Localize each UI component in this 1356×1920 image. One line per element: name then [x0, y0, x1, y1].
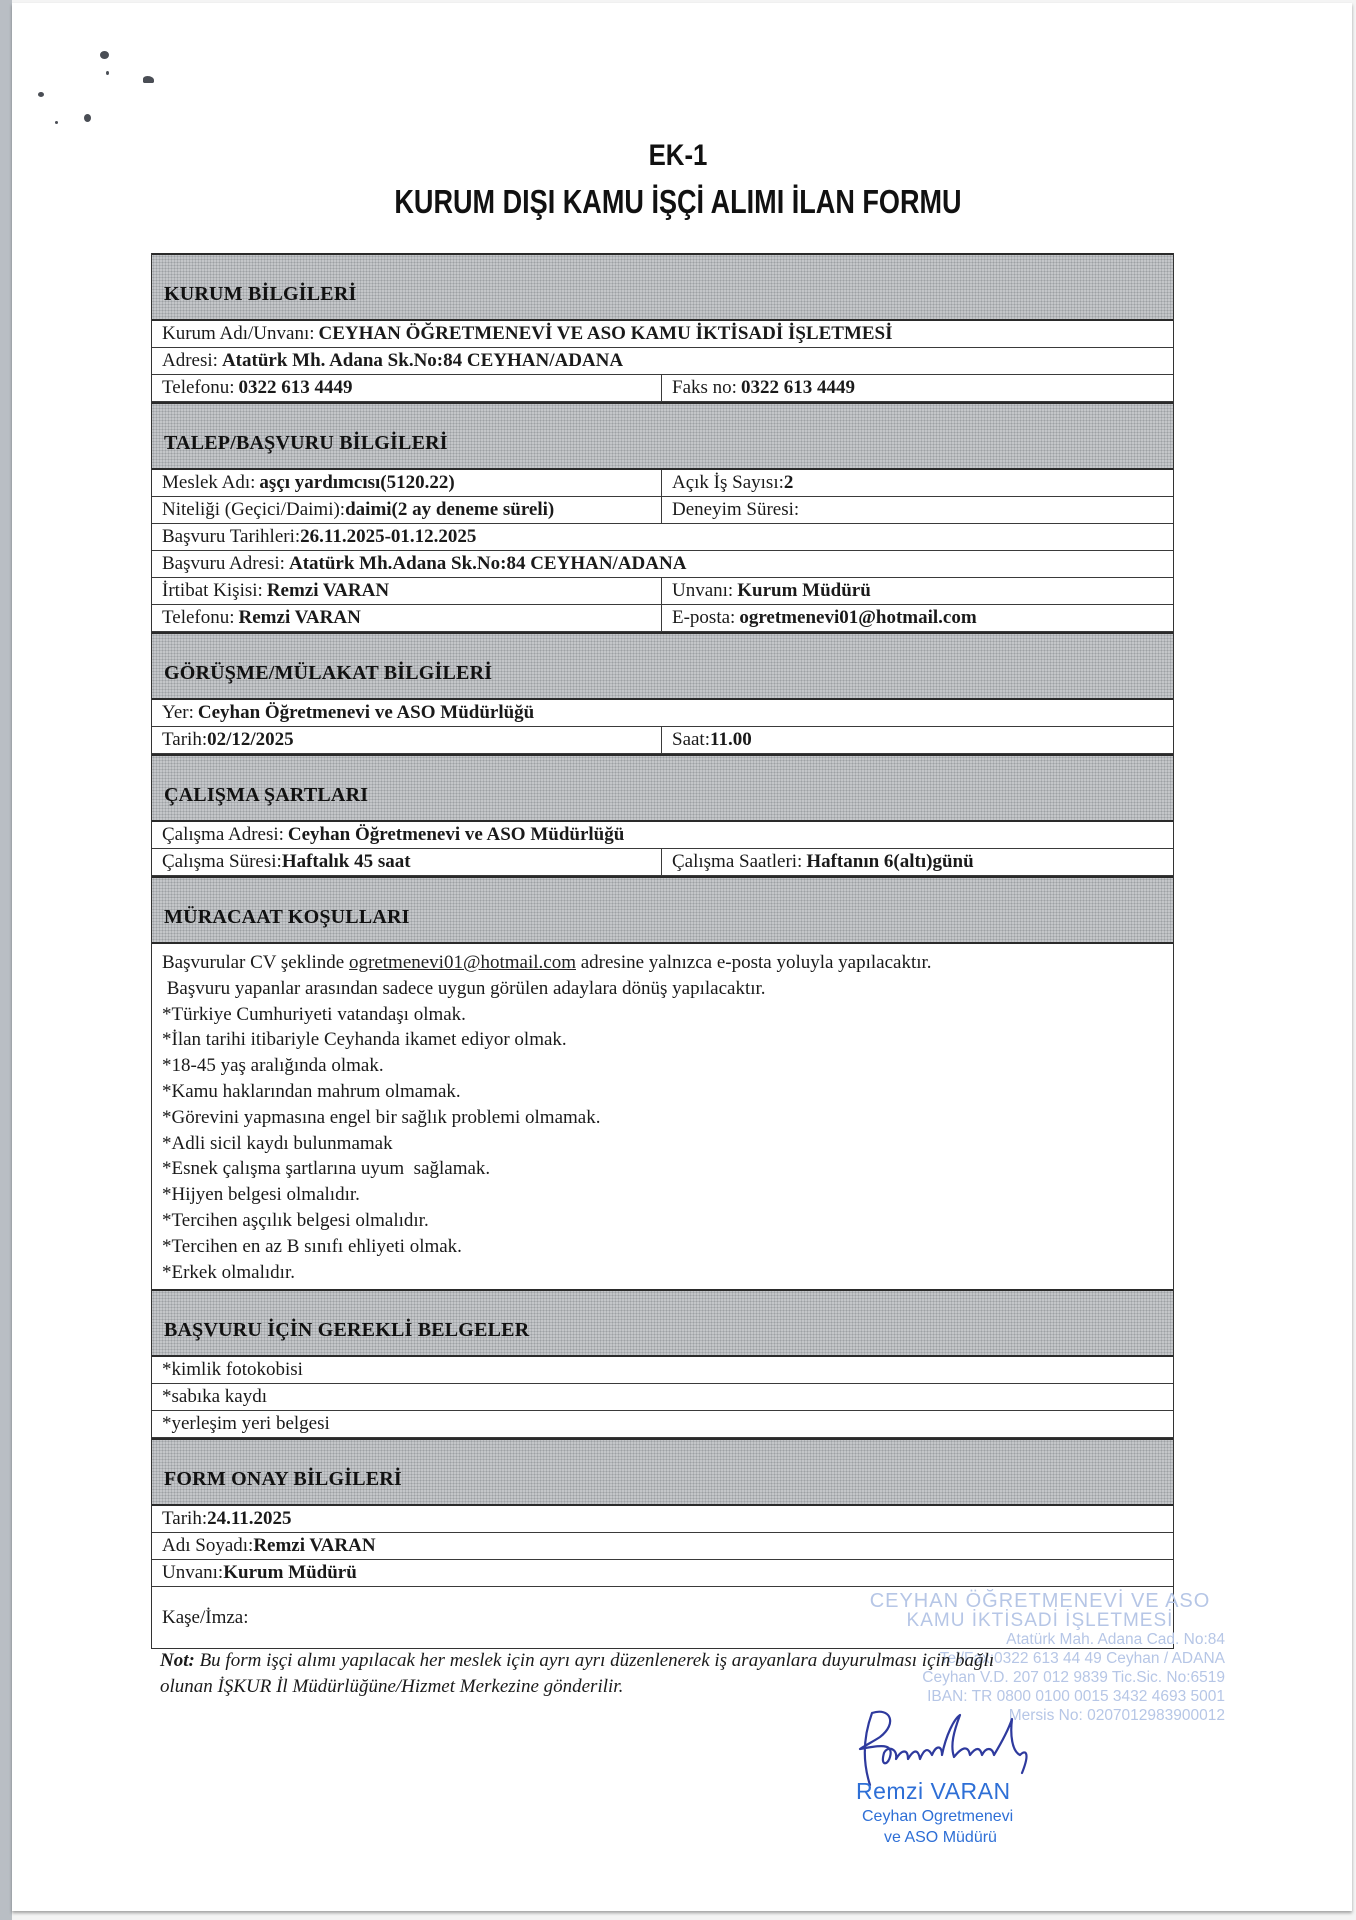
contact-value: Remzi VARAN	[266, 580, 390, 601]
approval-title-label: Unvanı:	[162, 1562, 224, 1584]
stamp-line: Ceyhan V.D. 207 012 9839 Tic.Sic. No:6519	[922, 1669, 1225, 1686]
approval-date-row	[152, 1506, 1173, 1533]
stamp-line: Atatürk Mah. Adana Cad. No:84	[1006, 1631, 1225, 1648]
conditions-intro-line2: Başvuru yapanlar arasından sadece uygun görülen adaylara dönüş yapılacaktır.	[162, 977, 766, 999]
interview-date-label: Tarih:	[162, 729, 208, 750]
scan-edge	[0, 0, 12, 1920]
kurum-name-label: Kurum Adı/Unvanı:	[162, 323, 315, 344]
profession-value: aşçı yardımcısı(5120.22)	[259, 472, 455, 493]
page-title: KURUM DIŞI KAMU İŞÇİ ALIMI İLAN FORMU	[394, 183, 962, 220]
condition-item: *Esnek çalışma şartlarına uyum sağlamak.	[162, 1158, 491, 1180]
email-value[interactable]: ogretmenevi01@hotmail.com	[739, 607, 977, 628]
profession-row	[152, 470, 1173, 497]
approval-title-value: Kurum Müdürü	[223, 1562, 357, 1584]
condition-item: *İlan tarihi itibariyle Ceyhanda ikamet ediyor olmak.	[162, 1029, 567, 1051]
section-muracaat-heading: MÜRACAAT KOŞULLARI	[152, 876, 1173, 944]
note-line1: Bu form işçi alımı yapılacak her meslek için ayrı ayrı düzenlenerek iş arayanlara duyurulması için bağlı	[194, 1650, 995, 1671]
stamp-line: KAMU İKTİSADİ İŞLETMESİ	[906, 1610, 1174, 1631]
condition-item: *18-45 yaş aralığında olmak.	[162, 1055, 384, 1077]
stamp-line: CEYHAN ÖĞRETMENEVİ VE ASO	[869, 1590, 1211, 1612]
approval-name-row	[152, 1533, 1173, 1560]
condition-item: *Tercihen en az B sınıfı ehliyeti olmak.	[162, 1235, 462, 1257]
openings-value: 2	[783, 472, 794, 493]
work-address-value: Ceyhan Öğretmenevi ve ASO Müdürlüğü	[287, 824, 625, 845]
section-calisma-heading: ÇALIŞMA ŞARTLARI	[152, 754, 1173, 822]
work-hours-value: Haftanın 6(altı)günü	[806, 851, 974, 872]
stamp-line: IBAN: TR 0800 0100 0015 3432 4693 5001	[927, 1688, 1225, 1705]
stamp-line: Tel/Fax:0322 613 44 49 Ceyhan / ADANA	[939, 1650, 1225, 1667]
kurum-phone-row	[152, 375, 1173, 402]
section-talep-heading: TALEP/BAŞVURU BİLGİLERİ	[152, 402, 1173, 470]
document-item: *sabıka kaydı	[162, 1386, 268, 1408]
contact-phone-label: Telefonu:	[162, 607, 235, 628]
condition-item: *Tercihen aşçılık belgesi olmalıdır.	[162, 1209, 429, 1231]
app-address-value: Atatürk Mh.Adana Sk.No:84 CEYHAN/ADANA	[288, 553, 687, 574]
interview-place-row	[152, 700, 1173, 727]
kurum-fax-label: Faks no:	[672, 377, 737, 398]
kurum-phone-value: 0322 613 4449	[238, 377, 353, 398]
interview-time-label: Saat:	[672, 729, 710, 750]
condition-item: *Kamu haklarından mahrum olmamak.	[162, 1080, 461, 1102]
work-duration-row	[152, 849, 1173, 876]
contact-title-value: Kurum Müdürü	[737, 580, 871, 601]
interview-datetime-row	[152, 727, 1173, 754]
intro-prefix: Başvurular CV şeklinde	[162, 952, 349, 973]
kurum-fax-value: 0322 613 4449	[740, 377, 855, 398]
required-documents	[152, 1357, 1173, 1438]
nature-label: Niteliği (Geçici/Daimi):	[162, 499, 346, 520]
signatory-org-line1: Ceyhan Ogretmenevi	[862, 1808, 1014, 1825]
contact-title-label: Unvanı:	[672, 580, 734, 601]
kurum-name-row	[152, 321, 1173, 348]
application-email-link[interactable]: ogretmenevi01@hotmail.com	[349, 952, 576, 973]
intro-suffix: adresine yalnızca e-posta yoluyla yapılacaktır.	[575, 952, 932, 973]
interview-place-label: Yer:	[162, 702, 194, 723]
conditions-intro-line	[162, 950, 1163, 976]
openings-label: Açık İş Sayısı:	[672, 472, 784, 493]
kurum-name-value: CEYHAN ÖĞRETMENEVİ VE ASO KAMU İKTİSADİ İŞLETMESİ	[318, 323, 893, 344]
condition-item: *Adli sicil kaydı bulunmamak	[162, 1132, 393, 1154]
contact-phone-row	[152, 605, 1173, 632]
footnote	[160, 1648, 1210, 1700]
announcement-form	[151, 253, 1174, 1649]
annex-label: EK-1	[648, 139, 708, 172]
document-item-row	[152, 1384, 1173, 1411]
profession-label: Meslek Adı:	[162, 472, 256, 493]
work-address-row	[152, 822, 1173, 849]
stamp-signature-label: Kaşe/İmza:	[162, 1606, 249, 1628]
dates-label: Başvuru Tarihleri:	[162, 526, 301, 547]
kurum-phone-label: Telefonu:	[162, 377, 235, 398]
condition-item: *Hijyen belgesi olmalıdır.	[162, 1184, 360, 1206]
section-kurum-heading: KURUM BİLGİLERİ	[152, 253, 1173, 321]
interview-place-value: Ceyhan Öğretmenevi ve ASO Müdürlüğü	[197, 702, 535, 723]
nature-row	[152, 497, 1173, 524]
kurum-address-row	[152, 348, 1173, 375]
section-belgeler-heading: BAŞVURU İÇİN GEREKLİ BELGELER	[152, 1289, 1173, 1357]
note-line2: olunan İŞKUR İl Müdürlüğüne/Hizmet Merkezine gönderilir.	[160, 1676, 624, 1697]
experience-label: Deneyim Süresi:	[672, 499, 800, 520]
app-address-row	[152, 551, 1173, 578]
document-item: *kimlik fotokobisi	[162, 1359, 303, 1381]
document-item: *yerleşim yeri belgesi	[162, 1413, 330, 1435]
contact-phone-value: Remzi VARAN	[238, 607, 361, 628]
work-address-label: Çalışma Adresi:	[162, 824, 284, 845]
signatory-org-line2: ve ASO Müdürü	[884, 1829, 997, 1846]
approval-date-label: Tarih:	[162, 1508, 208, 1530]
approval-title-row	[152, 1560, 1173, 1587]
dates-value: 26.11.2025-01.12.2025	[300, 526, 477, 547]
contact-row	[152, 578, 1173, 605]
approval-date-value: 24.11.2025	[207, 1508, 292, 1530]
nature-value: daimi(2 ay deneme süreli)	[345, 499, 555, 520]
condition-item: *Erkek olmalıdır.	[162, 1261, 295, 1283]
note-prefix: Not:	[160, 1650, 195, 1671]
kurum-address-value: Atatürk Mh. Adana Sk.No:84 CEYHAN/ADANA	[221, 350, 624, 371]
stamp-line: Mersis No: 0207012983900012	[1008, 1707, 1225, 1724]
condition-item: *Görevini yapmasına engel bir sağlık problemi olmamak.	[162, 1106, 601, 1128]
approval-name-label: Adı Soyadı:	[162, 1535, 254, 1557]
approval-name-value: Remzi VARAN	[253, 1535, 376, 1557]
section-onay-heading: FORM ONAY BİLGİLERİ	[152, 1438, 1173, 1506]
document-header	[0, 136, 1356, 224]
section-gorusme-heading: GÖRÜŞME/MÜLAKAT BİLGİLERİ	[152, 632, 1173, 700]
email-label: E-posta:	[672, 607, 736, 628]
document-item-row	[152, 1357, 1173, 1384]
signatory-name: Remzi VARAN	[856, 1778, 1011, 1804]
application-conditions	[152, 944, 1173, 1289]
scan-specks	[12, 3, 212, 143]
condition-item: *Türkiye Cumhuriyeti vatandaşı olmak.	[162, 1003, 466, 1025]
work-duration-label: Çalışma Süresi:	[162, 851, 282, 872]
work-duration-value: Haftalık 45 saat	[281, 851, 411, 872]
contact-label: İrtibat Kişisi:	[162, 580, 263, 601]
interview-date-value: 02/12/2025	[207, 729, 294, 750]
interview-time-value: 11.00	[710, 729, 752, 750]
kurum-address-label: Adresi:	[162, 350, 218, 371]
dates-row	[152, 524, 1173, 551]
work-hours-label: Çalışma Saatleri:	[672, 851, 803, 872]
app-address-label: Başvuru Adresi:	[162, 553, 285, 574]
document-item-row	[152, 1411, 1173, 1438]
